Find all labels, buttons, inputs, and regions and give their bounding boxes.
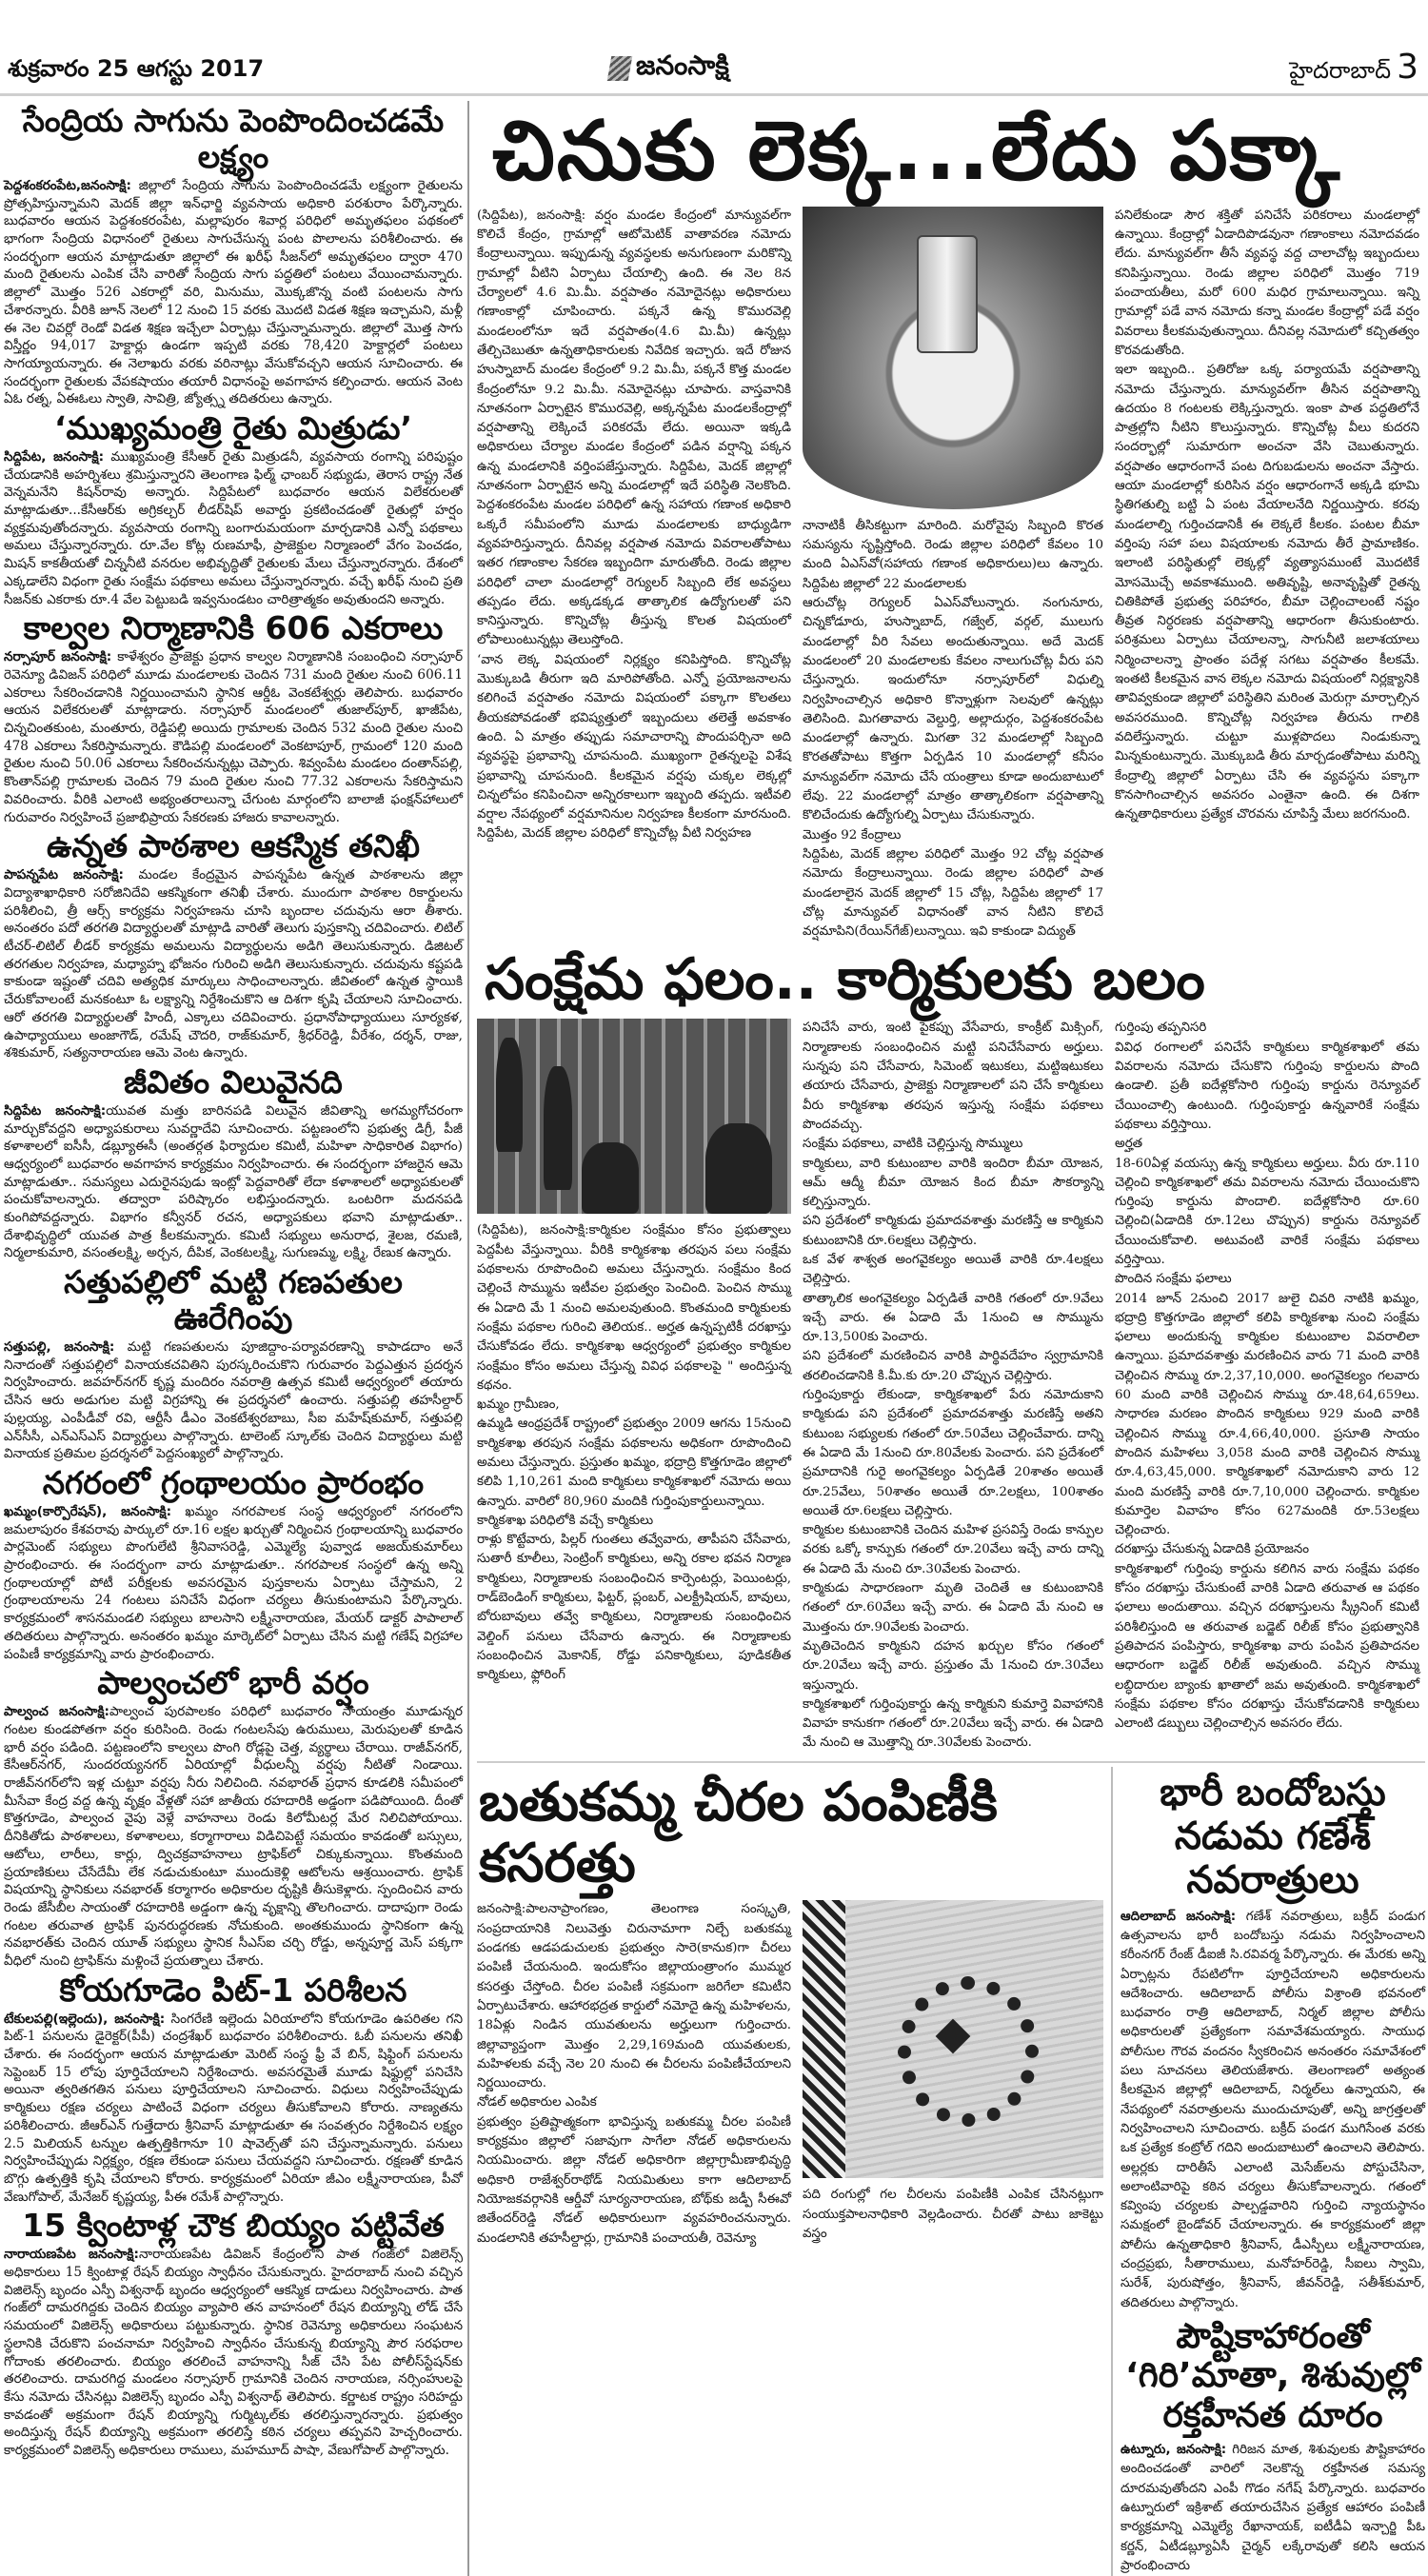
- section-rule: [477, 1761, 1425, 1763]
- worker-figure: [496, 1038, 523, 1152]
- article-body: జిల్లాలో సేంద్రియ సాగును పెంపొందించడమే లక్ష్యంగా రైతులను ప్రోత్సహిస్తున్నామని మెదక్ జిల్లా ఇన్‌ఛార్జి వ్యవసాయ అధికారి పరశురాం పేర్కొన్నారు. బుధవారం ఆయన పెద్దశంకరంపేట, మల్లాపురం శివార్ల పరిధిలో అమృతఫలం పథకంలో భాగంగా సేంద్రియ విధానంలో రైతులు సాగుచేసున్న పంట పొలాలను పరిశీలించారు. ఈ సందర్భంగా ఆయన మాట్లాడుతూ జిల్లాలో ఈ ఖరీఫ్ సీజన్‌లో అమృతఫలం ద్వారా 470 మంది రైతులను ఎంపిక చేసి వారితో సేంద్రియ సాగు పద్ధతిలో పంటలు వేయించామన్నారు. జిల్లాలో మొత్తం 526 ఎకరాల్లో వరి, మినుము, మొక్కజొన్న వంటి పంటలను సాగు చేశారన్నారు. వీరికి జూన్ నెలలో 12 నుంచి 15 వరకు మొదటి విడత శిక్షణ ఇచ్చామని, మళ్లీ ఈ నెల చివర్లో రెండో విడత శిక్షణ ఇచ్చేలా ఏర్పాట్లు చేస్తున్నామన్నారు. జిల్లాలో మొత్త సాగు విస్తీర్ణం 94,017 హెక్టార్లు ఉండగా ఇప్పటి వరకు 78,420 హెక్టార్లలో పంటలు సాగయ్యాయన్నారు. ఈ నెలాఖరు వరకు వరినాట్లు వేసుకోవచ్చని ఆయన సూచించారు. ఈ సందర్భంగా రైతులకు వేపకషాయం తయారీ విధానంపై అవగాహన కల్పించారు. ఆయన వెంట ఏఓ రత్న, ఏఈఓలు స్వాతి, సావిత్రి, జ్యోత్స్న తదితరులు ఉన్నారు.: [4, 177, 463, 407]
- right-briefs: [1121, 1767, 1425, 2576]
- subheading: నోడల్ అధికారుల ఎంపిక: [477, 2095, 597, 2110]
- paragraph: ఇలా ఇబ్బంది.. ప్రతిరోజు ఒక్క పర్యాయమే వర్షపాతాన్ని నమోదు చేస్తున్నారు. మాన్యువల్‌గా తీసిన వర్షపాతాన్ని ఉదయం 8 గంటలకు లెక్కిస్తున్నారు. ఇంకా పాత పద్ధతిలోనే పాత్రల్లోని నీటిని కొలుస్తున్నారు. కొన్నిచోట్ల వీలు కుదరని సందర్భాల్లో సుమారుగా అంచనా వేసి చెబుతున్నారు. వర్షపాతం ఆధారంగానే పంట దిగుబడులను అంచనా వేస్తారు. ఆయా మండలాల్లో కురిసిన వర్షం ఆధారంగానే అక్కడి భూమి స్థితిగతుల్ని బట్టి ఏ పంట వేయాలనేది నిర్ణయిస్తారు. కరవు మండలాల్ని గుర్తించడానికీ ఈ లెక్కలే కీలకం. పంటల బీమా వర్తింపు సహా పలు విషయాలకు నమోదు తీరే ప్రామాణికం. ఇలాంటి పరిస్థితుల్లో లెక్కల్లో వ్యత్యాసముంటే మొదటికే మోసమొచ్చే అవకాశముంది. అతివృష్టి, అనావృష్టితో రైతన్న చితికిపోతే ప్రభుత్వ పరిహారం, బీమా చెల్లించాలంటే నష్టం తీవ్రత నిర్ధరణకు వర్షపాతాన్ని ఆధారంగా తీసుకుంటారు. పరిశ్రమలు ఏర్పాటు చేయాలన్నా, సాగునీటి జలాశయాలు నిర్మించాలన్నా ప్రాంతం పదేళ్ల సగటు వర్షపాతం కీలకమే. ఇంతటి కీలకమైన వాన లెక్కల నమోదు విషయంలో నిర్లక్ష్యానికి తావివ్వకుండా జిల్లాలో పరిస్థితిని మరింత మెరుగ్గా మార్చాల్సిన అవసరముంది. కొన్నిచోట్ల నిర్వహణ తీరును గాలికి వదిలేస్తున్నారు. చుట్టూ ముళ్లపొదలు నిండుకున్నా మిన్నకుంటున్నారు. మొక్కుబడి తీరు మార్చడంతోపాటు మరిన్ని కేంద్రాల్ని జిల్లాలో ఏర్పాటు చేసి ఈ వ్యవస్థను పక్కాగా కొనసాగించాల్సిన అవసరం ఎంతైనా ఉంది. ఈ దిశగా ఉన్నతాధికారులు ప్రత్యేక చొరవను చూపిస్తే మేలు జరగనుంది.: [1115, 363, 1419, 822]
- paragraph: దరఖాస్తు చేసుకున్న ఏడాదికి ప్రయోజనం: [1115, 1542, 1310, 1557]
- left-article-headline: ఉన్నత పాఠశాల ఆకస్మిక తనిఖీ: [47, 827, 420, 865]
- paragraph: 2014 జూన్ 2నుంచి 2017 జులై చివరి నాటికి ఖమ్మం, భద్రాద్రి కొత్తగూడెం జిల్లాలో కలిపి కార్మికశాఖ నుంచి సంక్షేమ ఫలాలు అందుకున్న కార్మికుల కుటుంబాల వివరాలిలా ఉన్నాయి. ప్రమాదవశాత్తు మరణించిన వారు 71 మంది వారికి చెల్లించిన సొమ్ము రూ.2,37,10,000. అంగవైకల్యం గలవారు 60 మంది వారికి చెల్లించిన సొమ్ము రూ.48,64,659లు. సాధారణ మరణం పొందిన కార్మికులు 929 మంది వారికి చెల్లించిన సొమ్ము రూ.4,66,40,000. ప్రసూతి సాయం పొందిన మహిళలు 3,058 మంది వారికి చెల్లించిన సొమ్ము రూ.4,63,45,000. కార్మికశాఖలో నమోదుకాని వారు 12 మంది మరణిస్తే వారికి రూ.7,10,000 చెల్లించారు. కార్మికుల కుమార్తెల వివాహం కోసం 627మందికి రూ.53లక్షలు చెల్లించారు.: [1115, 1291, 1419, 1538]
- dateline: సిద్దిపేట జనంసాక్షి:: [4, 1102, 107, 1119]
- article-body: పాల్వంచ పురపాలకం పరిధిలో బుధవారం సాయంత్రం మూడున్నర గంటల కుండపోతగా వర్షం కురిసింది. రెండు గంటలసేపు ఉరుములు, మెరుపులతో కూడిన భారీ వర్షం పడింది. పట్టణంలోని కాల్వలు పొంగి రోడ్లపై చెత్త, వ్యర్థాలు చేరాయి. రాజీవ్‌నగర్, కేసీఆర్‌నగర్, సుందరయ్యనగర్ ఏరియాల్లో వీధులన్నీ వర్షపు నీటితో నిండాయి. రాజీవ్‌నగర్‌లోని ఇళ్ల చుట్టూ వర్షపు నీరు నిలిచింది. నవభారత్ ప్రధాన కూడలికి సమీపంలో మీసేవా కేంద్ర వద్ద ఉన్న వృక్షం వేళ్లతో సహా జాతీయ రహదారికి అడ్డంగా పడిపోయింది. దీంతో కొత్తగూడెం, పాల్వంచ వైపు వెళ్లే వాహనాలు రెండు కిలోమీటర్ల మేర నిలిచిపోయాయి. దీనికితోడు పాఠశాలలు, కళాశాలలు, కర్మాగారాలు విడిచిపెట్టే సమయం కావడంతో బస్సులు, ఆటోలు, లారీలు, కార్లు, ద్విచక్రవాహనాలు ట్రాఫిక్‌లో చిక్కుకున్నాయి. కొంతమంది ప్రయాణికులు చేసేదేమీ లేక నడుచుకుంటూ ముందుకెళ్లి ఆటోలను ఆశ్రయించారు. ట్రాఫిక్ విషయాన్ని స్థానికులు నవభారత్ కర్మాగారం అధికారుల దృష్టికి తీసుకెళ్లారు. స్పందించిన వారు రెండు జేసీబీల సాయంతో రహదారికి అడ్డంగా ఉన్న వృక్షాన్ని తొలగించారు. దాదాపుగా రెండు గంటల తరువాత ట్రాఫిక్ పునరుద్ధరణకు నోచుకుంది. అంతకుముందు స్థానికంగా ఉన్న నవభారత్‌కు చెందిన యూత్ సభ్యులు స్థానిక సీఎస్‌ఐ చర్చి రోడ్డు, అన్నపూర్ణ మెస్ పక్కగా వీధిలో నుంచి ట్రాఫిక్‌ను మళ్లించే ప్రయత్నాలు చేశారు.: [4, 1704, 463, 1970]
- worker-figure: [582, 1142, 639, 1214]
- left-article-text: [4, 448, 463, 608]
- paragraph: (సిద్దిపేట), జనంసాక్షి: వర్షం మండల కేంద్రంలో మాన్యువల్‌గా కొలిచే కేంద్రం, గ్రామాల్లో ఆటోమెటిక్ వాతావరణ నమోదు కేంద్రాలున్నాయి. ఇప్పుడున్న వ్యవస్థలకు అనుగుణంగా మరికొన్ని గ్రామాల్లో వీటిని ఏర్పాటు చేయాల్సి ఉంది. ఈ నెల 8న చేర్యాలలో 4.6 మి.మీ. వర్షపాతం నమోదైనట్లు అధికారులు గణాంకాల్లో చూపించారు. పక్కనే ఉన్న కొమురవెల్లి మండలంలోనూ ఇదే వర్షపాతం(4.6 మి.మీ) ఉన్నట్లు తేల్చిచెబుతూ ఉన్నతాధికారులకు నివేదిక ఇచ్చారు. ఇదే రోజున హుస్నాబాద్ మండల కేంద్రంలో 9.2 మి.మీ, పక్కనే కొత్త మండల కేంద్రంలోనూ 9.2 మి.మీ. నమోదైనట్లు చూపారు. వాస్తవానికి నూతనంగా ఏర్పాటైన కొమురవెల్లి, అక్కన్నపేట మండలకేంద్రాల్లో వర్షపాతాన్ని లెక్కించే పరికరమే లేదు. అయినా ఇక్కడి అధికారులు చేర్యాల మండల కేంద్రంలో పడిన వర్షాన్ని పక్కన ఉన్న మండలానికి వర్తింపజేస్తున్నారు. సిద్దిపేట, మెదక్ జిల్లాల్లో నూతనంగా ఏర్పాటైన అన్ని మండలాల్లో ఇదే పరిస్థితి నెలకొంది. పెద్దశంకరంపేట మండల పరిధిలో ఉన్న సహాయ గణాంక అధికారి ఒక్కరే సమీపంలోని మూడు మండలాలకు బాధ్యుడిగా వ్యవహరిస్తున్నారు. దీనివల్ల వర్షపాత నమోదు వివరాలతోపాటు ఇతర గణాంకాల సేకరణ ఇబ్బందిగా మారుతోంది. రెండు జిల్లాల పరిధిలో చాలా మండలాల్లో రెగ్యులర్ సిబ్బంది లేక అవస్థలు తప్పడం లేదు. అక్కడక్కడ తాత్కాలిక ఉద్యోగులతో పని కానిస్తున్నారు. కొన్నిచోట్ల తీస్తున్న కొలత విషయంలో లోపాలుంటున్నట్లు తెలుస్తోంది.: [477, 208, 791, 648]
- dateline: సత్తుపల్లి, జనంసాక్షి:: [4, 1339, 115, 1356]
- welfare-headline: సంక్షేమ ఫలం.. కార్మికులకు బలం: [485, 946, 1205, 1014]
- left-article-text: [4, 648, 463, 826]
- paragraph: పది రంగుల్లో గల చీరలను పంపిణీకి ఎంపిక చేసినట్లుగా సంయుక్తపాలనాధికారి వెల్లడించారు. చీరతో పాటు జాకెట్టు వస్త్రం: [803, 2188, 1103, 2242]
- article-body: ఖమ్మం నగరపాలక సంస్థ ఆధ్వర్యంలో నగరంలోని జమలాపురం కేశవరావు పార్కులో రూ.16 లక్షల ఖర్చుతో నిర్మించిన గ్రంథాలయాన్ని బుధవారం పార్లమెంట్ సభ్యులు పొంగులేటి శ్రీనివాసరెడ్డి, ఎమ్మెల్యే పువ్వాడ అజయ్‌కుమార్‌లు ప్రారంభించారు. ఈ సందర్భంగా వారు మాట్లాడుతూ.. నగరపాలక సంస్థలో ఉన్న అన్ని గ్రంథాలయాల్లో పోటీ పరీక్షలకు అవసరమైన పుస్తకాలను ఏర్పాటు చేస్తామని, 2 గ్రంథాలయాలను 24 గంటలు పనిచేసే విధంగా చర్యలు తీసుకుంటామని పేర్కొన్నారు. కార్యక్రమంలో శాసనమండలి సభ్యులు బాలసాని లక్ష్మీనారాయణ, మేయర్ డాక్టర్ పాపాలాల్ తదితరులు పాల్గొన్నారు. అనంతరం ఖమ్మం మార్కెట్‌లో ఏర్పాటు చేసిన మట్టి గణేష్ విగ్రహాల పంపిణీ కార్యక్రమాన్ని వారు ప్రారంభించారు.: [4, 1503, 464, 1662]
- paragraph: పనిచేసే వారు, ఇంటి పైకప్పు వేసేవారు, కాంక్రీట్ మిక్సింగ్, నిర్మాణాలకు సంబంధించిన మట్టి పనిచేసేవారు అర్హులు. సున్నపు పని చేసేవారు, సిమెంట్ ఇటుకలు, మట్టిఇటుకలు తయారు చేసేవారు, ప్రాజెక్టు నిర్మాణాలలో పని చేసే కార్మికులు వీరు కార్మికశాఖ తరపున ఇస్తున్న సంక్షేమ పథకాలు పొందవచ్చు.: [803, 1020, 1103, 1132]
- rain-gauge-icon: [917, 235, 978, 353]
- rain-col-2: [803, 517, 1103, 942]
- worker-figure: [544, 1066, 572, 1190]
- paragraph: సంక్షేమ పథకాలు, వాటికి చెల్లిస్తున్న సొమ్ములు: [803, 1137, 1023, 1152]
- paragraph: కార్మికులు, వారి కుటుంబాల వారికి ఇందిరా బీమా యోజన, ఆమ్ ఆద్మీ బీమా యోజన కింద బీమా సౌకర్యాన్ని కల్పిస్తున్నారు.: [803, 1156, 1103, 1210]
- saree-article: [477, 1767, 1103, 2249]
- paragraph: గుర్తింపు తప్పనిసరి: [1115, 1020, 1207, 1036]
- paragraph: కార్మికశాఖలో గుర్తింపు కార్డును కలిగిన వారు సంక్షేమ పథకం కోసం దరఖాస్తు చేసుకుంటే వారికి ఏడాది తరువాత ఆ పథకం ఫలాలు అందుతాయి. వచ్చిన దరఖాస్తులను స్క్రీనింగ్ కమిటీ పరిశీలిస్తుంది ఆ తరువాత బడ్జెట్ రిలీజ్ కోసం ప్రభుత్వానికి ప్రతిపాదన పంపిస్తారు, కార్మికశాఖ వారు పంపిన ప్రతిపాదనల ఆధారంగా బడ్జెట్ రిలీజ్ అవుతుంది. వచ్చిన సొమ్ము లబ్ధిదారుల బ్యాంకు ఖాతాలో జమ అవుతుంది. కార్మికశాఖలో సంక్షేమ పథకాల కోసం దరఖాస్తు చేసుకోవడానికి కార్మికులు ఎలాంటి డబ్బులు చెల్లించాల్సిన అవసరం లేదు.: [1115, 1561, 1419, 1732]
- main-news-area: [477, 101, 1425, 2576]
- paragraph: (సిద్దిపేట), జనంసాక్షి:కార్మికుల సంక్షేమం కోసం ప్రభుత్వాలు పెద్దపీట వేస్తున్నాయి. వీరికి కార్మికశాఖ తరపున పలు సంక్షేమ పథకాలను రూపొందించి అమలు చేస్తున్నారు. సంక్షేమం కింద చెల్లించే సొమ్మును ఇటీవల ప్రభుత్వం పెంచింది. పెంచిన సొమ్ము ఈ ఏడాది మే 1 నుంచి అమలవుతుంది. కొంతమంది కార్మికులకు సంక్షేమ పథకాల గురించి తెలియక.. అర్హత ఉన్నప్పటికీ దరఖాస్తు చేసుకోవడం లేదు. కార్మికశాఖ ఆధ్వర్యంలో ప్రభుత్వం కార్మికుల సంక్షేమం కోసం అమలు చేస్తున్న వివిధ పథకాలపై " అందిస్తున్న కథనం.: [477, 1223, 791, 1393]
- newspaper-logo: [609, 50, 729, 88]
- dateline: పాపన్నపేట జనంసాక్షి:: [4, 867, 124, 883]
- paragraph: అర్హత: [1115, 1137, 1143, 1152]
- subheading: మొత్తం 92 కేంద్రాలు: [803, 827, 902, 842]
- left-article-headline: పాల్వంచలో భారీ వర్షం: [97, 1664, 369, 1702]
- paragraph: మృతిచెందిన కార్మికుని దహన ఖర్చుల కోసం గతంలో రూ.20వేలు ఇచ్చే వారు. ప్రస్తుతం మే 1నుంచి రూ.30వేలు ఇస్తున్నారు.: [803, 1638, 1103, 1693]
- rain-col-3: [1115, 207, 1419, 825]
- bathukamma-saree-photo: [803, 1900, 1103, 2178]
- saree-border-pattern: [803, 1900, 845, 2178]
- left-article-headline: 15 క్వింటాళ్ల చౌక బియ్యం పట్టివేత: [22, 2207, 445, 2245]
- paragraph: పని ప్రదేశంలో మరణించిన వారికి పార్థివదేహం స్వగ్రామానికి తరలించడానికి కి.మీ.కు రూ.20 చొప్పున చెల్లిస్తారు.: [803, 1349, 1103, 1383]
- article-body: గిరిజన మాత, శిశువులకు పౌష్టికాహారం అందించడంతో వారిలో నెలకొన్న రక్తహీనత సమస్య దూరమవుతోందని ఎంపీ గొడం నగేష్ పేర్కొన్నారు. బుధవారం ఉట్నూరులో ఇక్రిశాట్ తయారుచేసిన ప్రత్యేక ఆహారం పంపిణీ కార్యక్రమాన్ని ఎమ్మెల్యే రేఖానాయక్, ఐటీడీఏ ఇన్చార్జి పీఓ కర్ణన్, ఏటీడబ్ల్యూఏసీ చైర్మన్ లక్కేరావుతో కలిసి ఆయన ప్రారంభించారు: [1121, 2443, 1425, 2573]
- paragraph: రాళ్లు కొట్టేవారు, పిల్లర్ గుంతలు తవ్వేవారు, తాపీపని చేసేవారు, సుతారీ కూలీలు, సెంట్రింగ్ కార్మికులు, అన్ని రకాల భవన నిర్మాణ కార్మికులు, నిర్మాణాలకు సంబంధించిన కార్పెంటర్లు, పెయింటర్లు, రాడ్‌బెండింగ్ కార్మికులు, ఫిట్టర్, ప్లంబర్, ఎలక్ట్రీషియన్, బావులు, బోరుబావులు తవ్వే కార్మికులు, నిర్మాణాలకు సంబంధించిన వెల్డింగ్ పనులు చేసేవారు ఉన్నారు. ఈ నిర్మాణాలకు సంబంధించిన మెకానిక్, రోడ్డు పనికార్మికులు, పూడికతీత కార్మికులు, ఫ్లోరింగ్: [477, 1533, 791, 1683]
- paragraph: ఉమ్మడి ఆంధ్రప్రదేశ్ రాష్ట్రంలో ప్రభుత్వం 2009 ఆగను 15నుంచి కార్మికశాఖ తరపున సంక్షేమ పథకాలను అధికంగా రూపొందించి అమలు చేస్తున్నారు. ప్రస్తుతం ఖమ్మం, భద్రాద్రి కొత్తగూడెం జిల్లాలో కలిపి 1,10,261 మంది కార్మికులు కార్మికశాఖలో నమోదు అయి ఉన్నారు. వారిలో 80,960 మందికి గుర్తింపుకార్డులున్నాయి.: [477, 1417, 791, 1509]
- paragraph: కార్మికుల కుటుంబానికి చెందిన మహిళ ప్రసవిస్తే రెండు కాన్పుల వరకు ఒక్కో కాన్పుకు గతంలో రూ.20వేలు ఇచ్చే వారు దాన్ని ఈ ఏడాది మే నుంచి రూ.30వేలకు పెంచారు.: [803, 1523, 1103, 1576]
- masthead-rule: [0, 93, 1428, 96]
- paragraph: పొందిన సంక్షేమ ఫలాలు: [1115, 1272, 1232, 1287]
- left-news-column: [4, 101, 463, 2460]
- brick-workers-photo: [477, 1019, 791, 1214]
- rain-gauge-photo: [803, 207, 1103, 509]
- paragraph: ఖమ్మం గ్రామీణం,: [477, 1397, 560, 1413]
- left-article-headline: కాల్వల నిర్మాణానికి 606 ఎకరాలు: [23, 609, 444, 647]
- logo-mark-icon: [607, 56, 633, 81]
- dateline: పాల్వంచ జనంసాక్షి:: [4, 1704, 109, 1720]
- welfare-col-1: [477, 1221, 791, 1685]
- left-article-text: [4, 2011, 463, 2207]
- saree-right: [803, 1900, 1103, 2244]
- left-article-headline: కోయగూడెం పిట్-1 పరిశీలన: [59, 1971, 407, 2009]
- paragraph: ప్రభుత్వం ప్రతిష్టాత్మకంగా భావిస్తున్న బతుకమ్మ చీరల పంపిణీ కార్యక్రమం జిల్లాలో సజావుగా సాగేలా నోడల్ అధికారులను నియమించారు. జిల్లా నోడల్ అధికారిగా జిల్లాగ్రామీణాభివృద్ధి అధికారి రాజేశ్వర్‌రాథోడ్ నియమితులు కాగా ఆదిలాబాద్ నియోజకవర్గానికి ఆర్డీవో సూర్యనారాయణ, బోథ్‌కు జడ్పీ సీఈవో జితేందర్‌రెడ్డి నోడల్ అధికారులుగా వ్యవహరించనున్నారు. మండలానికి తహసీల్దార్లు, గ్రామానికి పంచాయతీ, రెవెన్యూ: [477, 2114, 791, 2246]
- dateline: ఆదిలాబాద్ జనంసాక్షి:: [1121, 1909, 1237, 1924]
- dateline: ఖమ్మం(కార్పొరేషన్), జనంసాక్షి:: [4, 1503, 172, 1519]
- left-article-headline: నగరంలో గ్రంథాలయం ప్రారంభం: [42, 1463, 425, 1501]
- ganesh-body: [1121, 1908, 1425, 2313]
- article-body: కాళేశ్వరం ప్రాజెక్టు ప్రధాన కాల్వల నిర్మాణానికి సంబంధించి నర్సాపూర్ రెవెన్యూ డివిజన్ పరిధిలో మూడు మండలాలకు చెందిన 731 మంది రైతుల నుంచి 606.11 ఎకరాలు సేకరించడానికి నిర్ణయించామని స్థానిక ఆర్డీఓ వెంకటేశ్వర్లు తెలిపారు. బుధవారం ఆయన విలేకరులతో మాట్లాడారు. నర్సాపూర్ మండలంలో తుజాల్‌పూర్, ఖాజీపేట, చిన్నచింతకుంట, మంతూరు, రెడ్డిపల్లి అయిదు గ్రామాలకు చెందిన 532 మంది రైతుల నుంచి 478 ఎకరాలు సేకరిస్తామన్నారు. కౌడిపల్లి మండలంలో వెంకటాపూర్, గ్రామంలో 120 మంది రైతుల నుంచి 50.06 ఎకరాలు సేకరించనున్నట్లు చెప్పారు. శివ్వంపేట మండలం దంతాన్‌పల్లి, కొంతాన్‌పల్లి గ్రామాలకు చెందిన 79 మంది రైతుల నుంచి 77.32 ఎకరాలను సేకరిస్తామని వివరించారు. వీరికి ఎలాంటి అభ్యంతరాలున్నా చేగుంట మార్గంలోని బాలాజీ ఫంక్షన్‌హాలులో గురువారం నిర్వహించే ప్రజాభిప్రాయ సేకరణకు హాజరు కావాలన్నారు.: [4, 649, 464, 825]
- left-article-headline: సత్తుపల్లిలో మట్టి గణపతుల ఊరేగింపు: [64, 1263, 403, 1338]
- edition-label: [1289, 48, 1418, 89]
- rain-article-columns: [477, 207, 1425, 942]
- paragraph: పనిలేకుండా సౌర శక్తితో పనిచేసే పరికరాలు మండలాల్లో ఉన్నాయి. కేంద్రాల్లో ఏడాదిపొడవునా గణాంకాలు నమోదవడం లేదు. మాన్యువల్‌గా తీసే వ్యవస్థ వద్ద చాలాచోట్ల ఇబ్బందులు కనిపిస్తున్నాయి. రెండు జిల్లాల పరిధిలో మొత్తం 719 పంచాయతీలు, మరో 600 మధిర గ్రామాలున్నాయి. ఇన్ని గ్రామాల్లో పడే వాన నమోదు కన్నా మండల కేంద్రాల్లో పడే వర్షం వివరాలు కీలకమవుతున్నాయి. దీనివల్ల నమోదులో కచ్చితత్వం కొరవడుతోంది.: [1115, 208, 1419, 358]
- article-body: నారాయణపేట డివిజన్ కేంద్రంలోని పాత గంజ్‌లో విజిలెన్స్ అధికారులు 15 క్వింటాళ్ల రేషన్ బియ్యం స్వాధీనం చేసుకున్నారు. హైదరాబాద్ నుంచి వచ్చిన విజిలెన్స్ బృందం ఎస్పీ విశ్వనాథ్ బృందం ఆధ్వర్యంలో ఆకస్మిక దాడులు నిర్వహించారు. పాత గంజ్‌లో దామరగిద్దకు చెందిన బియ్యం వ్యాపారి తన వాహనంలో రేషన బియ్యాన్ని లోడ్ చేసే సమయంలో విజిలెన్స్ అధికారులు పట్టుకున్నారు. స్థానిక రెవెన్యూ అధికారులు సంఘటన స్థలానికి చేరుకొని పంచనామా నిర్వహించి స్వాధీనం చేసుకున్న బియ్యాన్ని పౌర సరఫరాల గోదాంకు తరలించారు. బియ్యం తరలించే వాహనాన్ని సీజ్ చేసి పేట పోలీస్‌స్టేషన్‌కు తరలించారు. దామరగిద్ద మండలం నర్సాపూర్ గ్రామానికి చెందిన నారాయణ, నర్సింహులపై కేసు నమోదు చేసినట్లు విజిలెన్స్ బృందం ఎస్పీ విశ్వనాథ్ తెలిపారు. కర్ణాటక రాష్ట్రం సరిహద్దు కావడంతో అక్రమంగా రేషన్ బియ్యాన్ని గుర్మిట్కల్‌కు తరలిస్తున్నారన్నారు. ప్రభుత్వం అందిస్తున్న రేషన్ బియ్యాన్ని అక్రమంగా తరలిస్తే కఠిన చర్యలు తప్పవని హెచ్చరించారు. కార్యక్రమంలో విజిలెన్స్ అధికారులు రాములు, మహమూద్ పాషా, వేణుగోపాల్ పాల్గొన్నారు.: [4, 2247, 463, 2459]
- paragraph: జనంసాక్షి:పాలనాప్రాంగణం, తెలంగాణ సంస్కృతి, సంప్రదాయానికి నిలువెత్తు చిరునామాగా నిల్చే బతుకమ్మ పండగకు ఆడపడుచులకు ప్రభుత్వం సారె(కానుక)గా చీరలు పంపిణీ చేయనుంది. ఇందుకోసం జిల్లాయంత్రాంగం ముమ్మర కసరత్తు చేస్తోంది. చీరల పంపిణీ సక్రమంగా జరిగేలా కమిటీని ఏర్పాటుచేశారు. ఆహారభద్రత కార్డులో నమోదై ఉన్న మహిళలను, 18ఏళ్లు నిండిన యువతులను అర్హులుగా గుర్తించారు. జిల్లావ్యాప్తంగా మొత్తం 2,29,169మంది యువతులకు, మహిళలకు వచ్చే నెల 20 నుంచి ఈ చీరలను పంపిణీచేయాలని నిర్ణయించారు.: [477, 1902, 791, 2091]
- rain-headline: చినుకు లెక్క...లేదు పక్కా: [492, 104, 1342, 199]
- ganesh-headline: భారీ బందోబస్తు నడుమ గణేశ్ నవరాత్రులు: [1160, 1770, 1386, 1902]
- welfare-col-2: [803, 1019, 1103, 1753]
- left-article-headline: జీవితం విలువైనది: [124, 1062, 343, 1100]
- column-divider: [467, 101, 469, 2576]
- paragraph: తాత్కాలిక అంగవైకల్యం ఏర్పడితే వారికి గతంలో రూ.9వేలు ఇచ్చే వారు. ఈ ఏడాది మే 1నుంచి ఆ సొమ్మును రూ.13,500కు పెంచారు.: [803, 1291, 1103, 1345]
- column-divider: [1111, 1767, 1113, 2576]
- left-article-text: [4, 866, 463, 1062]
- newspaper-name: జనంసాక్షి: [636, 50, 729, 81]
- saree-motif: [898, 1976, 1039, 2127]
- saree-col-2: [803, 2186, 1103, 2244]
- paragraph: పని ప్రదేశంలో కార్మికుడు ప్రమాదవశాత్తు మరణిస్తే ఆ కార్మికుని కుటుంబానికి రూ.6లక్షలు చెల్లిస్తారు.: [803, 1214, 1103, 1248]
- paragraph: 18-60ఏళ్ల వయస్సు ఉన్న కార్మికులు అర్హులు. వీరు రూ.110 చెల్లించి కార్మికశాఖలో తమ వివరాలను నమోదు చేయించుకొని గుర్తింపు కార్డును పొందాలి. ఐదేళ్లకోసారి రూ.60 చెల్లించి(ఏడాదికి రూ.12లు చొప్పున) కార్డును రెన్యూవల్ చేయించుకోవాలి. అటువంటి వారికే సంక్షేమ పథకాలు వర్తిస్తాయి.: [1115, 1156, 1419, 1267]
- dateline: పెద్దశంకరంపేట,జనంసాక్షి:: [4, 177, 131, 193]
- paragraph: నానాటికీ తీసికట్టుగా మారింది. మరోవైపు సిబ్బంది కొరత సమస్యను సృష్టిస్తోంది. రెండు జిల్లాల పరిధిలో కేవలం 10 మంది ఏఎస్‌వో(సహాయ గణాంక అధికారులు)లు ఉన్నారు. సిద్దిపేట జిల్లాలో 22 మండలాలకు: [803, 518, 1103, 591]
- dateline: నర్సాపూర్ జనంసాక్షి:: [4, 649, 112, 665]
- paragraph: ఆరుచోట్ల రెగ్యులర్ ఏఎస్‌వోలున్నారు. నంగునూరు, చిన్నకోడూరు, హుస్నాబాద్, గజ్వేల్, వర్గల్, ములుగు మండలాల్లో వీరి సేవలు అందుతున్నాయి. అదే మెదక్ మండలంలో 20 మండలాలకు కేవలం నాలుగుచోట్ల వీరు పని చేస్తున్నారు. ఇందులోనూ నర్సాపూర్‌లో విధుల్ని నిర్వహించాల్సిన అధికారి కొన్నాళ్లుగా సెలవులో ఉన్నట్లు తెలిసింది. మిగతావారు వెల్దుర్తి, అల్లాదుర్గం, పెద్దశంకరంపేట మండలాల్లో ఉన్నారు. మిగతా 32 మండలాల్లో సిబ్బంది కొరతతోపాటు కొత్తగా ఏర్పడిన 10 మండలాల్లో కనీసం మాన్యువల్‌గా నమోదు చేసే యంత్రాలు కూడా అందుబాటులో లేవు. 22 మండలాల్లో మాత్రం తాత్కాలికంగా వర్షపాతాన్ని కొలిచేందుకు ఉద్యోగుల్ని ఏర్పాటు చేసుకున్నారు.: [803, 596, 1103, 823]
- saree-article-columns: [477, 1900, 1103, 2248]
- subheading: కార్మికశాఖ పరిధిలోకి వచ్చే కార్మికులు: [477, 1513, 654, 1528]
- dateline: టేకులపల్లి(ఇల్లెందు), జనంసాక్షి:: [4, 2011, 166, 2027]
- nutrition-headline: పౌష్టికాహారంతో ‘గిరి’మాతా, శిశువుల్లో రక్తహీనత దూరం: [1125, 2316, 1420, 2435]
- paragraph: గుర్తింపుకార్డు లేకుండా, కార్మికశాఖలో పేరు నమోదుకాని కార్మికుడు పని ప్రదేశంలో ప్రమాదవశాత్తు మరణిస్తే అతని కుటుంబ సభ్యులకు గతంలో రూ.50వేలు చెల్లించేవారు. దాన్ని ఈ ఏడాది మే 1నుంచి రూ.80వేలకు పెంచారు. పని ప్రదేశంలో ప్రమాదానికి గురై అంగవైకల్యం ఏర్పడితే 20శాతం అయితే రూ.25వేలు, 50శాతం అయితే రూ.2లక్షలు, 100శాతం అయితే రూ.6లక్షలు చెల్లిస్తారు.: [803, 1388, 1103, 1518]
- left-article-headline: సేంద్రియ సాగును పెంపొందించడమే లక్ష్యం: [22, 102, 445, 175]
- left-article-text: [4, 1102, 463, 1262]
- left-article-text: [4, 1338, 463, 1463]
- paragraph: వివిధ రంగాలలో పనిచేసే కార్మికులు కార్మికశాఖలో తమ వివరాలను నమోదు చేసుకొని గుర్తింపు కార్డులను పొంది ఉండాలి. ప్రతీ ఐదేళ్లకోసారి గుర్తింపు కార్డును రెన్యూవల్ చేయించాల్సి ఉంటుంది. గుర్తింపుకార్డు ఉన్నవారికే సంక్షేమ పథకాలు వర్తిస్తాయి.: [1115, 1040, 1419, 1132]
- saree-col-1: [477, 1900, 791, 2248]
- dateline: ఉట్నూరు, జనంసాక్షి:: [1121, 2443, 1227, 2458]
- left-article-headline: ‘ముఖ్యమంత్రి రైతు మిత్రుడు’: [53, 409, 412, 447]
- left-article-text: [4, 177, 463, 408]
- nutrition-body: [1121, 2441, 1425, 2576]
- paragraph: కార్మికశాఖలో గుర్తింపుకార్డు ఉన్న కార్మికుని కుమార్తె వివాహానికి వివాహ కానుకగా గతంలో రూ.20వేలు ఇచ్చే వారు. ఈ ఏడాది మే నుంచి ఆ మొత్తాన్ని రూ.30వేలకు పెంచారు.: [803, 1696, 1103, 1751]
- left-article-text: [4, 1503, 463, 1663]
- article-body: గణేశ్ నవరాత్రులు, బక్రీద్ పండుగ ఉత్సవాలను భారీ బందోబస్తు నడుమ నిర్వహించాలని కరీంనగర్ రేంజ్ డీఐజీ సి.రవివర్మ పేర్కొన్నారు. ఈ మేరకు అన్ని ఏర్పాట్లను రేపటిలోగా పూర్తిచేయాలని అధికారులను ఆదేశించారు. ఆదిలాబాద్ పోలీసు విశ్రాంతి భవనంలో బుధవారం రాత్రి ఆదిలాబాద్, నిర్మల్ జిల్లాల పోలీసు అధికారులతో ప్రత్యేకంగా సమావేశమయ్యారు. సాయుధ పోలీసుల గౌరవ వందనం స్వీకరించిన అనంతరం సమావేశంలో పలు సూచనలు తెలియజేశారు. తెలంగాణలో అత్యంత కీలకమైన జిల్లాల్లో ఆదిలాబాద్, నిర్మల్‌లు ఉన్నాయని, ఈ నేపథ్యంలో నవరాత్రులను ముందుచూపుతో, అన్ని జాగ్రత్తలతో నిర్వహించాలని సూచించారు. బక్రీద్ పండగ ముగిసేంత వరకు ఒక ప్రత్యేక కంట్రోల్ గదిని అందుబాటులో ఉంచాలని తెలిపారు. అల్లర్లకు దారితీసే ఎలాంటి మెసేజ్‌లను పోస్టుచేసినా, అలాంటివారిపై కఠిన చర్యలు తీసుకోవాలన్నారు. గతంలో కవ్వింపు చర్యలకు పాల్పడ్డవారిని గుర్తించి న్యాయస్థానం సమక్షంలో బైండోవర్ చేయాలన్నారు. ఈ కార్యక్రమంలో జిల్లా పోలీసు ఉన్నతాధికారి శ్రీనివాస్, డీఎస్పీలు లక్ష్మీనారాయణ, చంద్రప్రభు, సీతారాములు, మనోహర్‌రెడ్డి, సీఐలు స్వామి, సురేశ్, పురుషోత్తం, శ్రీనివాస్, జీవన్‌రెడ్డి, సతీశ్‌కుమార్, తదితరులు పాల్గొన్నారు.: [1121, 1909, 1425, 2310]
- page-body: [0, 101, 1428, 2576]
- article-body: మండల కేంద్రమైన పాపన్నపేట ఉన్నత పాఠశాలను జిల్లా విద్యాశాఖాధికారి సరోజినిదేవి ఆకస్మికంగా తనిఖీ చేశారు. ముందుగా పాఠశాల రికార్డులను పరిశీలించి, త్రీ ఆర్స్ కార్యక్రమ నిర్వహణను చూసి బృందాల చదువును ఆరా తీశారు. అనంతరం పదో తరగతి విద్యార్థులతో మాట్లాడి వారితో తెలుగు పుస్తకాన్ని చదివించారు. లిటిల్ టీచర్-లిటిల్ లీడర్ కార్యక్రమ అమలును విద్యార్థులను అడిగి తెలుసుకున్నారు. డిజిటల్ తరగతుల నిర్వహణ, మధ్యాహ్న భోజనం గురించి అడిగి తెలుసుకున్నారు. చదువును కష్టపడి కాకుండా ఇష్టంతో చదివి అత్యధిక మార్కులు సాధించాలన్నారు. జీవితంలో ఉన్నత స్థాయికి చేరుకోవాలంటే మనకంటూ ఓ లక్ష్యాన్ని నిర్దేశించుకొని ఆ దిశగా కృషి చేయాలని సూచించారు. ఆరో తరగతి విద్యార్థులతో హిందీ, ఎక్కాలు చదివించారు. ప్రధానోపాధ్యాయులు సూర్యకళ, ఉపాధ్యాయులు అంజాగౌడ్, రమేష్ చౌదరి, రాజ్‌కుమార్, శ్రీధర్‌రెడ్డి, వీరేశం, దర్శన్, రాజు, శశికుమార్, సత్యనారాయణ ఆమె వెంట ఉన్నారు.: [4, 867, 464, 1061]
- issue-date: శుక్రవారం 25 ఆగస్టు 2017: [8, 55, 265, 82]
- edition-city: హైదరాబాద్: [1289, 57, 1392, 84]
- rain-middle: [803, 207, 1103, 942]
- welfare-article-columns: [477, 1019, 1425, 1753]
- article-body: యువత మత్తు బారినపడి విలువైన జీవితాన్ని అగమ్యగోచరంగా మార్చుకోవద్దని అధ్యాపకురాలు సువర్ణాదేవి సూచించారు. పట్టణంలోని ప్రభుత్వ డిగ్రీ, పీజీ కళాశాలలో ఐసీసీ, డబ్ల్యూఈసీ (అంతర్గత ఫిర్యాదుల కమిటీ, మహిళా సాధికారిత విభాగం) ఆధ్వర్యంలో బుధవారం అవగాహన కార్యక్రమం నిర్వహించారు. ఈ సందర్భంగా హాజరైన ఆమె మాట్లాడుతూ.. సమస్యలు ఎదురైనపుడు ఇంట్లో పెద్దవారితో లేదా కళాశాలలో అధ్యాపకులతో పంచుకోవాలన్నారు. తద్వారా పరిష్కారం లభిస్తుందన్నారు. ఒంటరిగా మదనపడి కుంగిపోవద్దన్నారు. విభాగం కన్వీనర్ రచన, అధ్యాపకులు భవాని మాట్లాడుతూ.. దేశాభివృద్ధిలో యువత పాత్ర కీలకమన్నారు. కమిటీ సభ్యులు అనురాధ, శైలజ, రమణి, నిర్మలాకుమారి, వసంతలక్ష్మి, అర్చన, దీపిక, వెంకటలక్ష్మి, సుగుణమ్మ, లక్ష్మి, రేణుక ఉన్నారు.: [4, 1102, 464, 1261]
- left-article-text: [4, 2246, 463, 2459]
- rain-col-1: [477, 207, 791, 844]
- bottom-section: [477, 1767, 1425, 2576]
- welfare-left: [477, 1019, 791, 1685]
- welfare-col-3: [1115, 1019, 1419, 1734]
- worker-figure: [705, 1123, 772, 1214]
- dateline: నారాయణపేట జనంసాక్షి:: [4, 2247, 139, 2263]
- page-number: 3: [1397, 48, 1418, 87]
- paragraph: ఒక వేళ శాశ్వత అంగవైకల్యం అయితే వారికి రూ.4లక్షలు చెల్లిస్తారు.: [803, 1252, 1103, 1287]
- dateline: సిద్దిపేట, జనంసాక్షి:: [4, 448, 105, 465]
- article-body: సింగరేణి ఇల్లెందు ఏరియాలోని కోయగూడెం ఉపరితల గని పిట్-1 పనులను డైరెక్టర్(పీపీ) చంద్రశేఖర్ బుధవారం పరిశీలించారు. ఓబీ పనులను తనిఖీ చేశారు. ఈ సందర్భంగా ఆయన మాట్లాడుతూ మెరిట్ సంస్థ ఫ్రీ వే బిన్, షిఫ్టింగ్ పనులను సెప్టెంబర్ 15 లోపు పూర్తిచేయాలని నిర్దేశించారు. అవసరమైతే మూడు షిఫ్టుల్లో పనిచేసి అయినా త్వరితగతిన పనులు పూర్తిచేయాలని సూచించారు. విధులు నిర్వహించేప్పుడు కార్మికులు రక్షణ చర్యలు పాటించే విధంగా చర్యలు తీసుకోవాలని కోరారు. నాణ్యతను పరిశీలించారు. జీఆర్‌ఎన్ గుత్తేదారు శ్రీనివాస్ మాట్లాడుతూ ఈ సంవత్సరం నిర్దేశించిన లక్ష్యం 2.5 మిలియన్ టన్నుల ఉత్పత్తికిగానూ 10 షావెల్స్‌తో పని చేస్తున్నామన్నారు. పనులు నిర్వహించేప్పుడు నిర్లక్ష్యం, రక్షణ లేకుండా పనులు చేయవద్దని సూచించారు. రక్షణతో కూడిన బొగ్గు ఉత్పత్తికి కృషి చేయాలని కోరారు. కార్యక్రమంలో ఏరియా జీఎం లక్ష్మీనారాయణ, పీవో వేణుగోపాల్, మేనేజర్ కృష్ణయ్య, పీఈ రమేశ్ పాల్గొన్నారు.: [4, 2011, 464, 2205]
- paragraph: ‘వాన లెక్క విషయంలో నిర్లక్ష్యం కనిపిస్తోంది. కొన్నిచోట్ల మొక్కుబడి తీరుగా ఇది మారిపోతోంది. ఎన్నో ప్రయోజనాలను కలిగించే వర్షపాతం నమోదు విషయంలో పక్కాగా కొలతలు తీయకపోవడంతో భవిష్యత్తులో ఇబ్బందులు తలెత్తే అవకాశం ఉంది. ఏ మాత్రం తప్పుడు సమాచారాన్ని పొందుపర్చినా అది వ్యవస్థపై ప్రభావాన్ని చూపనుంది. ముఖ్యంగా రైతన్నలపై విశేష ప్రభావాన్ని చూపనుంది. కీలకమైన వర్షపు చుక్కల లెక్కల్లో చిన్నలోపం కనిపించినా అన్నిరకాలుగా ఇబ్బంది తప్పదు. ఇటీవలి వర్షాల నేపథ్యంలో వర్షమానినుల నిర్వహణ కీలకంగా మారనుంది. సిద్దిపేట, మెదక్ జిల్లాల పరిధిలో కొన్నిచోట్ల వీటి నిర్వహణ: [477, 652, 791, 842]
- article-body: ముఖ్యమంత్రి కేసీఆర్ రైతు మిత్రుడనీ, వ్యవసాయ రంగాన్ని పరిపుష్టం చేయడానికి అహర్నిశలు శ్రమిస్తున్నారని తెలంగాణ ఫిల్మ్ ఛాంబర్ సభ్యుడు, తెరాస రాష్ట్ర నేత వెన్నమనేని కిషన్‌రావు అన్నారు. సిద్దిపేటలో బుధవారం ఆయన విలేకరులతో మాట్లాడుతూ...కేసీఆర్‌కు అగ్రికల్చర్ లీడర్‌షిప్ అవార్డు ప్రకటించడంతో రైతుల్లో హర్షం వ్యక్తమవుతోందన్నారు. వ్యవసాయ రంగాన్ని బంగారుమయంగా మార్చడానికి ఎన్నో పథకాలు అమలు చేస్తున్నారన్నారు. రూ.వేల కోట్ల రుణమాఫీ, ప్రాజెక్టుల నిర్మాణంలో వేగం పెంచడం, మిషన్ కాకతీయతో చిన్ననీటి వనరుల అభివృద్ధితో రైతులకు మేలు చేస్తున్నారన్నారు. దేశంలో ఎక్కడాలేని విధంగా రైతు సంక్షేమ పథకాలు అమలు చేస్తున్నారన్నారు. వచ్చే ఖరీఫ్ నుంచి ప్రతి సీజన్‌కు ఎకరాకు రూ.4 వేల పెట్టుబడి ఇవ్వనుండటం చారిత్రాత్మకం అవుతుందని అన్నారు.: [4, 448, 463, 607]
- left-article-text: [4, 1703, 463, 1971]
- paragraph: సిద్దిపేట, మెదక్ జిల్లాల పరిధిలో మొత్తం 92 చోట్ల వర్షపాత నమోదు కేంద్రాలున్నాయి. రెండు జిల్లాల పరిధిలో పాత మండలాలైన మెదక్ జిల్లాలో 15 చోట్ల, సిద్దిపేట జిల్లాలో 17 చోట్ల మాన్యువల్ విధానంతో వాన నీటిని కొలిచే వర్షమాపిని(రేయిన్‌గేజ్)లున్నాయి. ఇవి కాకుండా విద్యుత్: [803, 846, 1103, 940]
- article-body: మట్టి గణపతులను పూజిద్దాం-పర్యావరణాన్ని కాపాడదాం అనే నినాదంతో సత్తుపల్లిలో వినాయకచవితిని పురస్కరించుకొని గురువారం పెద్దఎత్తున ప్రదర్శన నిర్వహించారు. జవహర్‌నగర్ కృష్ణ మందిరం నవరాత్రి ఉత్సవ కమిటీ ఆధ్వర్యంలో తయారు చేసిన ఆరు అడుగుల మట్టి విగ్రహాన్ని ఈ ప్రదర్శనలో ఉంచారు. సత్తుపల్లి తహసీల్దార్ పుల్లయ్య, ఎంపీడీవో రవి, ఆర్టీసీ డీఎం వెంకటేశ్వరబాబు, సీఐ మహేష్‌కుమార్, సత్తుపల్లి ఎన్‌సీసీ, ఎన్‌ఎస్‌ఎస్ విద్యార్థులు పాల్గొన్నారు. టాలెంట్ స్కూల్‌కు చెందిన విద్యార్థులు మట్టి వినాయక ప్రతిమల ప్రదర్శనలో పెద్దసంఖ్యలో పాల్గొన్నారు.: [4, 1339, 463, 1462]
- saree-headline: బతుకమ్మ చీరల పంపిణీకి కసరత్తు: [479, 1771, 998, 1895]
- paragraph: కార్మికుడు సాధారణంగా మృతి చెందితే ఆ కుటుంబానికి గతంలో రూ.60వేలు ఇచ్చే వారు. ఈ ఏడాది మే నుంచి ఆ మొత్తంను రూ.90వేలకు పెంచారు.: [803, 1581, 1103, 1635]
